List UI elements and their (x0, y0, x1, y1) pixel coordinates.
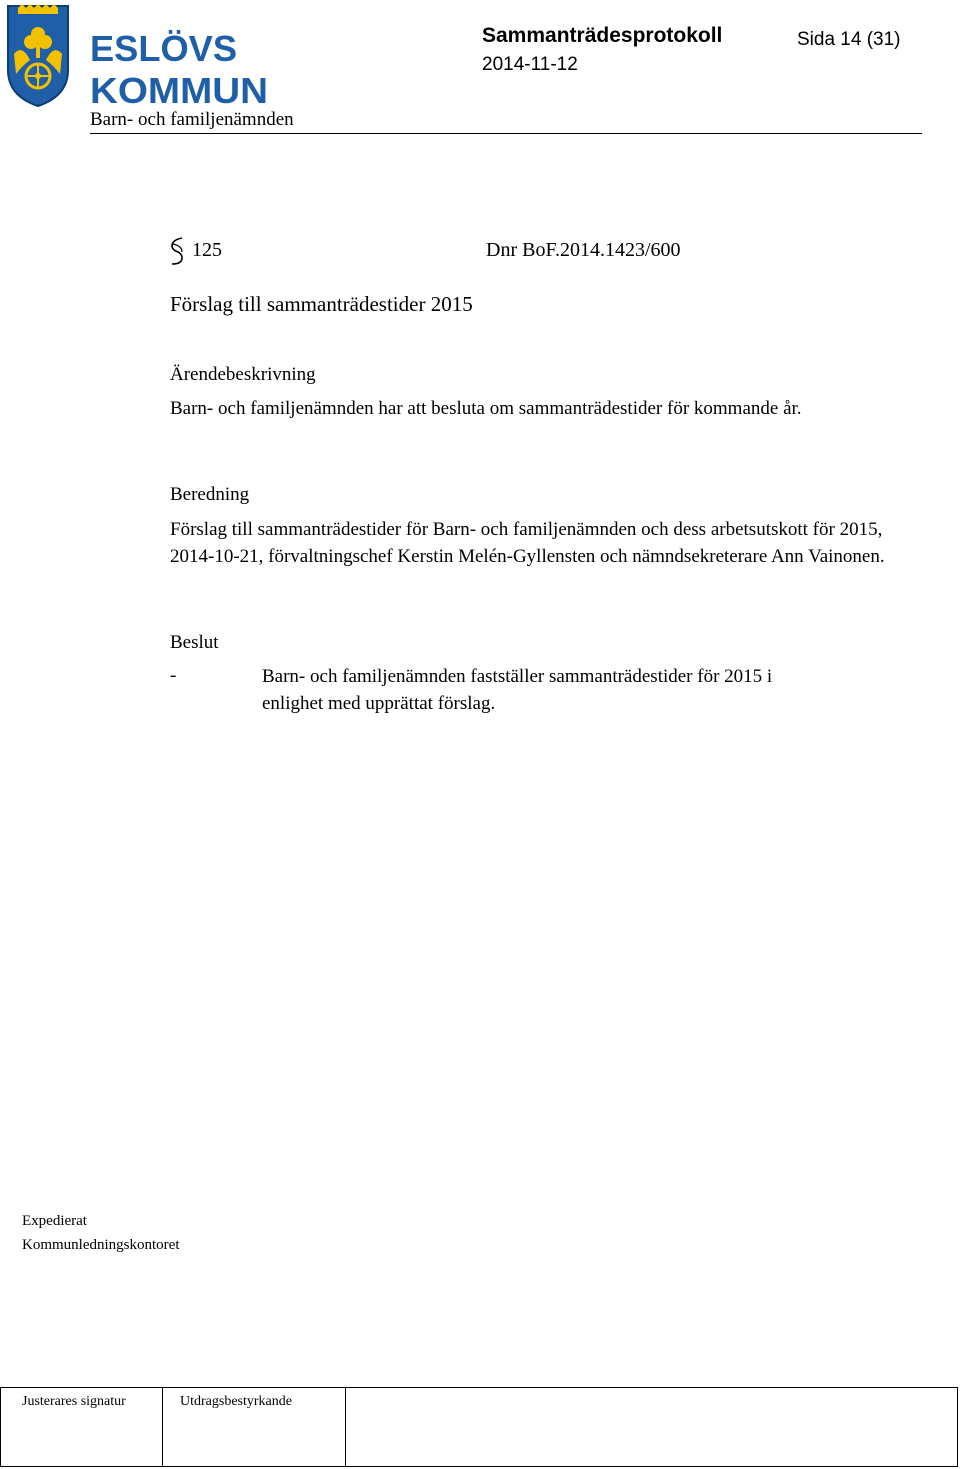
page-indicator: Sida 14 (31) (797, 29, 901, 50)
logo-text-line1: ESLÖVS (90, 30, 237, 69)
beslut-heading: Beslut (170, 632, 219, 653)
signature-label: Justerares signatur (22, 1394, 126, 1409)
logo-text-line2: KOMMUN (90, 70, 268, 105)
municipality-wordmark-logo (90, 30, 270, 105)
signature-table-divider (162, 1387, 163, 1467)
paragraph-section-icon (170, 236, 184, 266)
beslut-list-dash: - (170, 665, 177, 686)
board-name: Barn- och familjenämnden (90, 109, 294, 130)
header-divider (90, 133, 922, 134)
beredning-text: Förslag till sammanträdestider för Barn- och familjenämnden och dess arbetsutskott för 2015, 2014-10-21, förvaltningschef Kerstin Melén-Gyllensten och nämndsekreterare Ann Vainonen. (170, 519, 885, 567)
item-number: 125 (192, 239, 222, 261)
expedierat-recipient: Kommunledningskontoret (22, 1237, 180, 1253)
extract-certification-label: Utdragsbestyrkande (180, 1394, 292, 1409)
municipality-crest-logo (4, 4, 72, 108)
beslut-text: Barn- och familjenämnden fastställer sammanträdestider för 2015 i enlighet med upprättat förslag. (262, 666, 773, 714)
expedierat-label: Expedierat (22, 1213, 87, 1229)
item-title: Förslag till sammanträdestider 2015 (170, 292, 473, 316)
signature-table (0, 1387, 958, 1467)
arendebeskrivning-text: Barn- och familjenämnden har att besluta om sammanträdestider för kommande år. (170, 398, 802, 419)
meeting-date: 2014-11-12 (482, 54, 578, 75)
case-number: Dnr BoF.2014.1423/600 (486, 239, 681, 261)
signature-table-divider (345, 1387, 346, 1467)
beredning-heading: Beredning (170, 484, 250, 505)
arendebeskrivning-heading: Ärendebeskrivning (170, 364, 316, 385)
document-title: Sammanträdesprotokoll (482, 24, 723, 47)
